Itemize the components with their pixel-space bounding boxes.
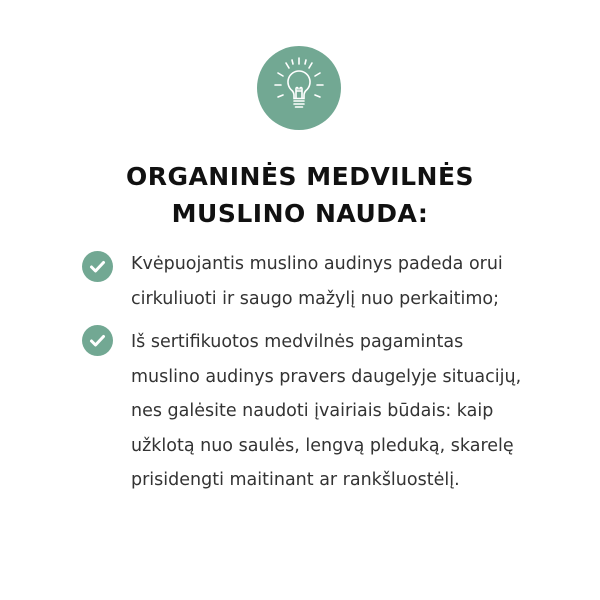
item-text-line: cirkuliuoti ir saugo mažylį nuo perkaitimo; <box>131 288 500 309</box>
item-text-line: Kvėpuojantis muslino audinys padeda orui <box>131 254 503 274</box>
title-line: MUSLINO NAUDA: <box>171 199 429 228</box>
item-text-line: prisidengti maitinant ar rankšluostėlį. <box>131 470 460 490</box>
item-text-line: užklotą nuo saulės, lengvą pleduką, skarelę <box>131 435 514 456</box>
lightbulb-icon <box>257 46 341 130</box>
item-text-line: Iš sertifikuotos medvilnės pagamintas <box>131 332 464 352</box>
check-icon <box>82 251 113 282</box>
item-text-line: nes galėsite naudoti įvairiais būdais: kaip <box>131 401 494 421</box>
item-text-line: muslino audinys pravers daugelyje situacijų, <box>131 366 522 387</box>
page-title <box>0 158 600 232</box>
check-icon <box>82 325 113 356</box>
title-line: ORGANINĖS MEDVILNĖS <box>125 162 475 191</box>
